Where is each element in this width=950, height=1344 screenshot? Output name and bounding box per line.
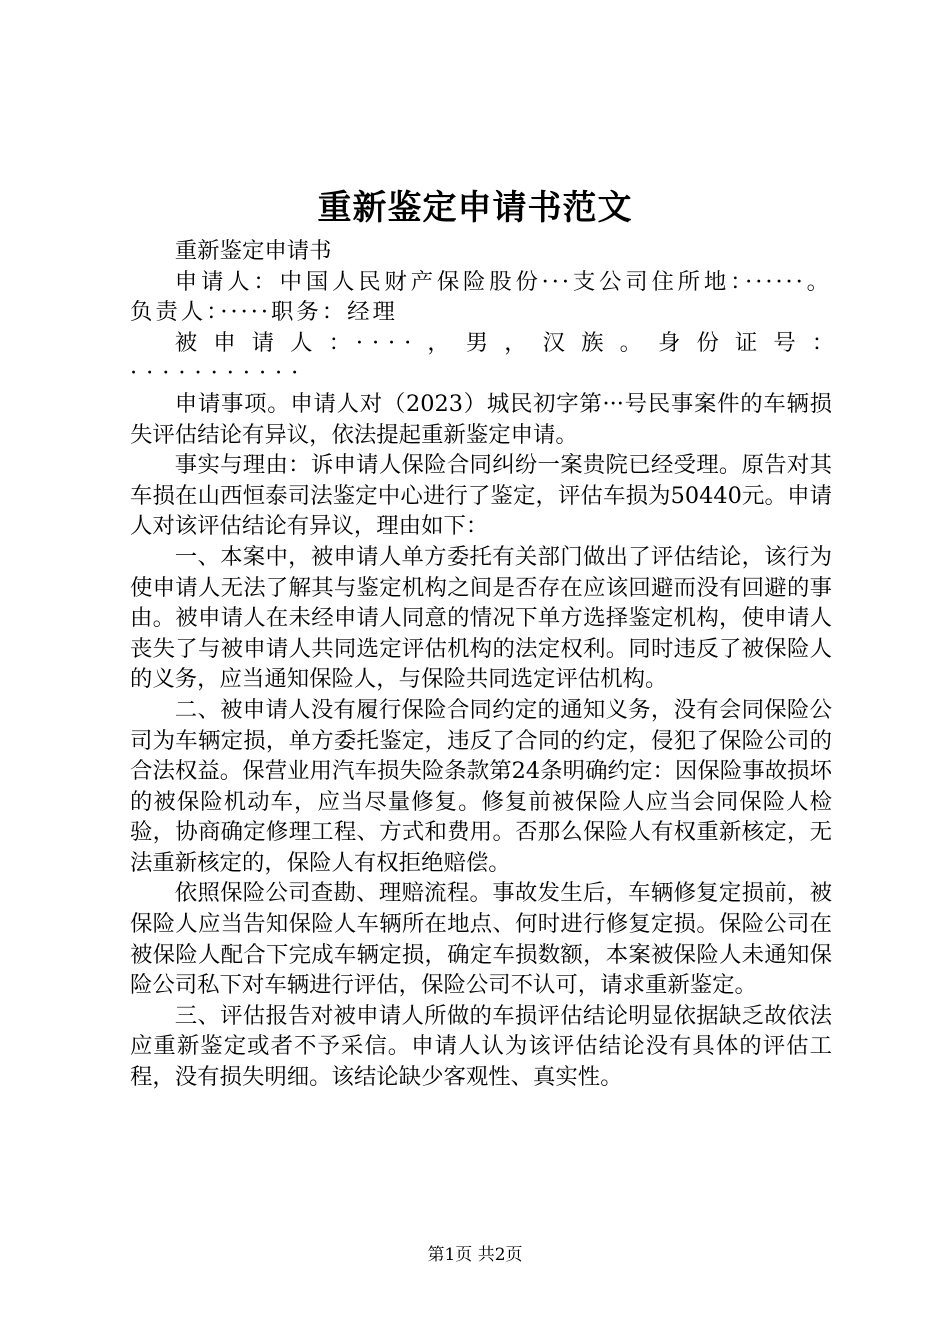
- page-number: 第1页 共2页: [427, 1245, 523, 1265]
- document-title: 重新鉴定申请书范文: [317, 188, 633, 228]
- paragraph-applicant: 申请人：中国人民财产保险股份···支公司住所地：······。负责人：·····职务：经理: [130, 268, 832, 326]
- paragraph-reason-2: 二、被申请人没有履行保险合同约定的通知义务，没有会同保险公司为车辆定损，单方委托鉴定，违反了合同的约定，侵犯了保险公司的合法权益。保营业用汽车损失险条款第24条明确约定：因保险事故损坏的被保险机动车，应当尽量修复。修复前被保险人应当会同保险人检验，协商确定修理工程、方式和费用。否那么保险人有权重新核定，无法重新核定的，保险人有权拒绝赔偿。: [130, 696, 832, 876]
- paragraph-request: 申请事项。申请人对（2023）城民初字第···号民事案件的车辆损失评估结论有异议，依法提起重新鉴定申请。: [130, 390, 832, 448]
- paragraph-reason-1: 一、本案中，被申请人单方委托有关部门做出了评估结论，该行为使申请人无法了解其与鉴定机构之间是否存在应该回避而没有回避的事由。被申请人在未经申请人同意的情况下单方选择鉴定机构，使申请人丧失了与被申请人共同选定评估机构的法定权利。同时违反了被保险人的义务，应当通知保险人，与保险共同选定评估机构。: [130, 543, 832, 693]
- paragraph-reason-3: 三、评估报告对被申请人所做的车损评估结论明显依据缺乏故依法应重新鉴定或者不予采信。申请人认为该评估结论没有具体的评估工程，没有损失明细。该结论缺少客观性、真实性。: [130, 1002, 832, 1091]
- paragraph-heading: 重新鉴定申请书: [174, 238, 332, 264]
- paragraph-facts: 事实与理由：诉申请人保险合同纠纷一案贵院已经受理。原告对其车损在山西恒泰司法鉴定中心进行了鉴定，评估车损为50440元。申请人对该评估结论有异议，理由如下：: [130, 452, 832, 540]
- document-body: [130, 236, 832, 1093]
- paragraph-procedure: 依照保险公司查勘、理赔流程。事故发生后，车辆修复定损前，被保险人应当告知保险人车辆所在地点、何时进行修复定损。保险公司在被保险人配合下完成车辆定损，确定车损数额，本案被保险人未通知保险公司私下对车辆进行评估，保险公司不认可，请求重新鉴定。: [130, 880, 832, 999]
- paragraph-respondent: 被申请人：····，男，汉族。身份证号：···········: [130, 329, 832, 387]
